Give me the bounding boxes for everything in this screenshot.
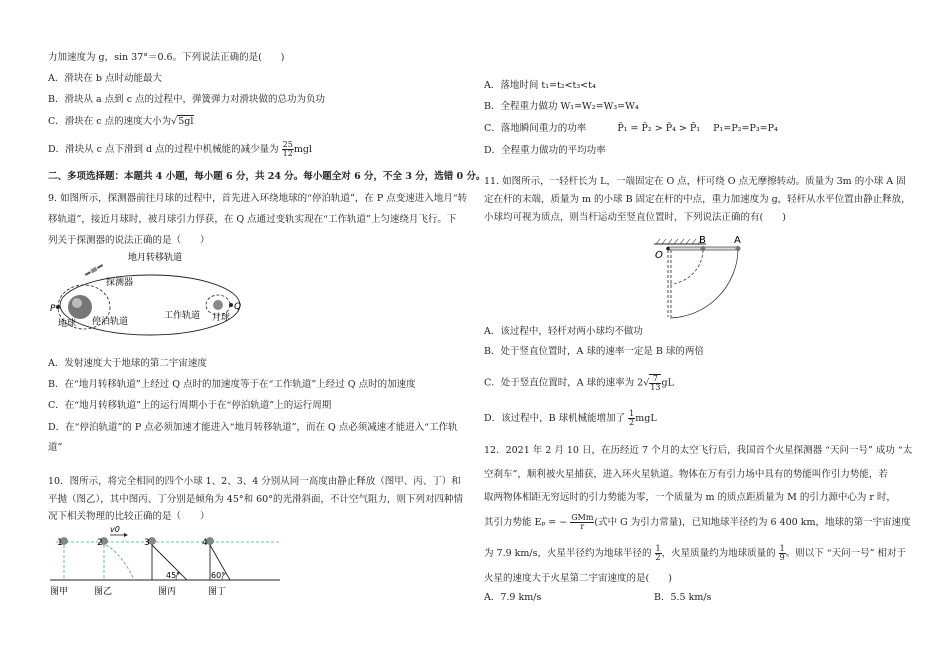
label-a: A [734,235,741,246]
section-2-heading: 二、多项选择题：本题共 4 小题，每小题 6 分，共 24 分。每小题全对 6 分，不全 3 分，选错 0 分。 [48,171,486,182]
q10-option-c-expr-1: P̄₁ = P̄₂ > P̄₄ > P̄₁ [617,123,701,134]
probe-label: 探测器 [106,278,134,288]
moon-label: 月球 [212,313,231,323]
q12-ep-text: 其引力势能 Eₚ = − [484,517,568,528]
q10-line-2: 平抛（图乙），其中图丙、丁分别是倾角为 45°和 60°的光滑斜面，不计空气阻力，则下列对四种情 [48,494,463,505]
q9-line-1: 9. 如图所示，探测器前往月球的过程中，首先进入环绕地球的“停泊轨道”，在 P 点变速进入地月“转 [48,193,468,204]
q8-option-c: C．滑块在 c 点的速度大小为√5gl [48,116,194,127]
q11-c-numerator: 7 [649,375,661,384]
q8-option-d [48,141,312,158]
q12-line-5-c: 。则以下 “天问一号” 相对于 [785,548,907,559]
q12-line-5 [484,545,906,562]
q10-line-3: 况下相关物理的比较正确的是（ ） [48,511,210,522]
q11-option-c: C．处于竖直位置时，A 球的速率为 2√ $\frac{7}{13}$ gL [484,374,674,392]
q11-option-d-text: D．该过程中，B 球机械能增加了 [484,413,626,424]
path-b [670,250,703,284]
q11-option-c-fraction [649,374,661,392]
q12-line-5-a: 为 7.9 km/s，火星半径约为地球半径的 [484,548,652,559]
q12-line-4 [484,514,910,531]
fig-bing-label: 图丙 [158,587,177,597]
q8-d-numerator: 25 [282,140,293,149]
q8-option-d-unit: mgl [293,144,312,155]
moon-icon [213,300,223,310]
q11-line-2: 定在杆的末端，质量为 m 的小球 B 固定在杆的中点，重力加速度为 g，轻杆从水平位置由静止释放， [484,194,911,205]
q11-option-c-text: C．处于竖直位置时，A 球的速率为 2 [484,377,644,389]
q11-option-c-unit: gL [661,377,674,389]
q10-option-d: D．全程重力做功的平均功率 [484,145,606,156]
q9-line-3: 列关于探测器的说法正确的是（ ） [48,235,210,246]
q9-option-a: A．发射速度大于地球的第二宇宙速度 [48,358,207,369]
q12-option-a: A．7.9 km/s [484,592,542,603]
q10-balls-figure [48,525,288,597]
q9-option-c: C．在“地月转移轨道”上的运行周期小于在“停泊轨道”上的运行周期 [48,400,332,411]
point-q [229,303,233,307]
fig-ding-label: 图丁 [208,587,227,597]
ball-1-label: 1 [57,538,63,548]
ball-2-label: 2 [97,538,103,548]
q12-line-6: 火星的速度大于火星第二宇宙速度的是( ) [484,573,672,584]
angle-60-label: 60° [211,571,226,580]
q10-option-a: A．落地时间 t₁=t₂<t₃<t₄ [484,80,596,91]
q12-mass-fraction: $\frac{1}{9}$ [779,544,785,562]
q12-line-2: 空刹车”，顺利被火星捕获，进入环火星轨道。物体在万有引力场中具有的势能叫作引力势能，若 [484,469,888,480]
q8-d-denominator: 12 [282,149,293,158]
label-o: O [655,250,663,261]
q8-intro: 力加速度为 g，sin 37°＝0.6。下列说法正确的是( ) [48,52,285,63]
probe-icon [84,263,103,276]
transfer-orbit-label: 地月转移轨道 [128,253,183,263]
point-p [56,305,60,309]
q9-option-d-line-1: D．在“停泊轨道”的 P 点必须加速才能进入“地月转移轨道”，而在 Q 点必须减速才能进入“工作轨 [48,422,458,433]
q8-option-c-value: 5gl [178,116,194,127]
path-a [670,250,738,318]
q8-option-a: A．滑块在 b 点时动能最大 [48,73,162,84]
q12-line-3: 取两物体相距无穷远时的引力势能为零，一个质量为 m 的质点距质量为 M 的引力源中心为 r 时， [484,492,896,503]
v0-label: v0 [110,525,120,534]
q12-line-1: 12．2021 年 2 月 10 日，在历经近 7 个月的太空飞行后，我国首个火星探测器 “天问一号” 成功 “太 [484,445,913,456]
q11-line-3: 小球均可视为质点，则当杆运动至竖直位置时，下列说法正确的有( ) [484,212,786,223]
q12-ep-denominator: r [580,522,585,531]
q9-option-b: B．在“地月转移轨道”上经过 Q 点时的加速度等于在“工作轨道”上经过 Q 点时的加速度 [48,379,416,390]
q11-d-denominator: 2 [629,418,635,427]
q11-option-d [484,410,657,427]
q12-line-4-rest: (式中 G 为引力常量)，已知地球半径约为 6 400 km，地球的第一宇宙速度 [594,517,911,528]
q12-ep-numerator: GMm [571,513,594,522]
q9-line-2: 移轨道”，接近月球时，被月球引力俘获，在 Q 点通过变轨实现在“工作轨道”上匀速绕月飞行。下 [48,214,457,225]
parking-orbit-label: 停泊轨道 [92,317,129,327]
label-b: B [699,235,706,246]
q8-option-b: B．滑块从 a 点到 c 点的过程中，弹簧弹力对滑块做的总功为负功 [48,94,326,105]
q11-option-a: A．该过程中，轻杆对两小球均不做功 [484,326,643,337]
fig-jia-label: 图甲 [50,587,69,597]
pivot-o [666,247,670,251]
fig-yi-label: 图乙 [94,587,113,597]
q12-ep-fraction [570,514,594,531]
q12-option-b: B．5.5 km/s [654,592,712,603]
q11-line-1: 11. 如图所示，一轻杆长为 L，一端固定在 O 点，杆可绕 O 点无摩擦转动。质量为 3m 的小球 A 固 [484,176,906,187]
q8-option-d-fraction [282,141,294,158]
q10-option-b: B．全程重力做功 W₁=W₂=W₃=W₄ [484,101,639,112]
q12-radius-fraction: $\frac{1}{2}$ [655,544,661,562]
earth-label: 地球 [58,319,77,329]
q11-rod-figure [644,232,764,322]
q12-line-5-b: ，火星质量约为地球质量的 [661,548,776,559]
q11-option-b: B．处于竖直位置时，A 球的速率一定是 B 球的两倍 [484,346,704,357]
q11-option-d-unit: mgL [635,413,657,424]
ball-4-label: 4 [202,538,208,548]
q8-option-c-text: C．滑块在 c 点的速度大小为 [48,116,172,127]
ball-3-label: 3 [144,538,150,548]
q-label: Q [234,302,242,312]
p-label: P [50,304,56,314]
q10-line-1: 10．图所示，将完全相同的四个小球 1、2、3、4 分别从同一高度由静止释放（图甲、丙、丁）和 [48,476,461,487]
q9-option-d-line-2: 道” [48,442,63,453]
q9-orbit-figure [48,250,248,340]
q10-option-c [484,123,778,135]
working-orbit-label: 工作轨道 [164,311,201,321]
q11-c-denominator: 13 [650,383,661,392]
q10-option-c-text: C．落地瞬间重力的功率 [484,123,587,134]
q8-option-d-text: D．滑块从 c 点下滑到 d 点的过程中机械能的减少量为 [48,144,279,155]
q10-option-c-expr-2: P₁=P₂=P₃=P₄ [713,123,778,134]
q11-d-numerator: 1 [629,409,635,418]
angle-45-label: 45° [166,571,181,580]
